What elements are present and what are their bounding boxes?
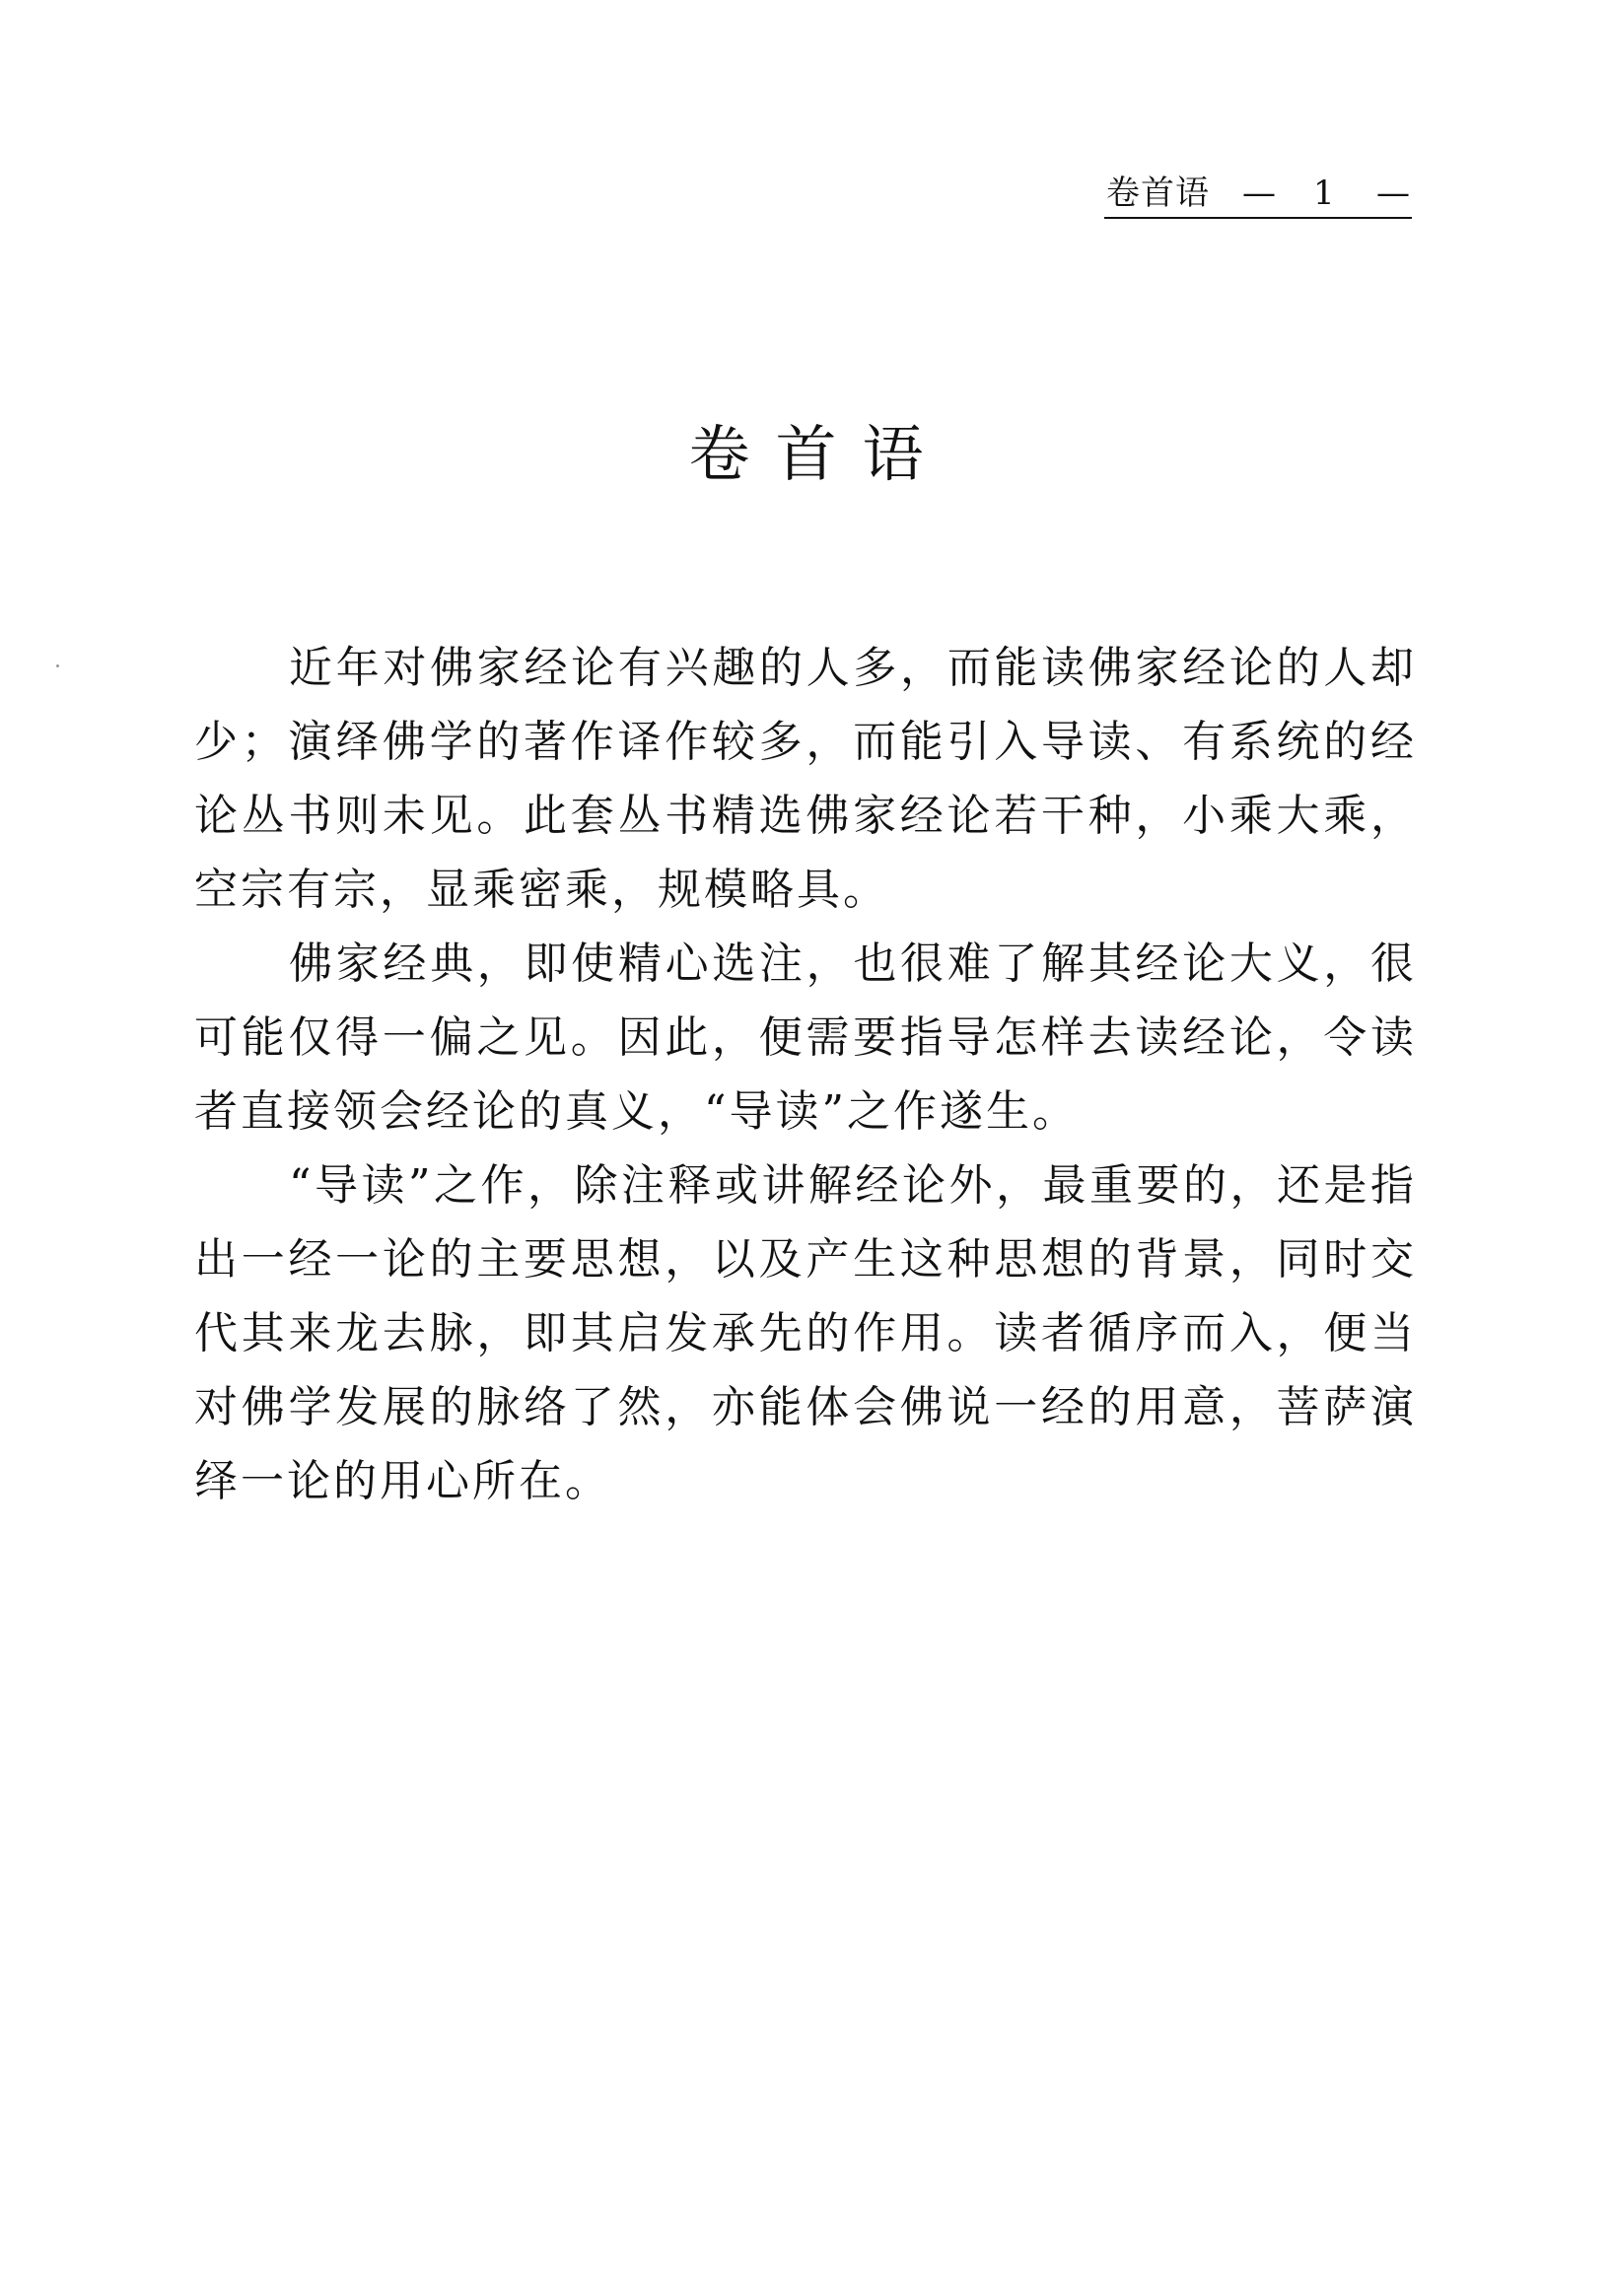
scan-speck — [56, 664, 59, 667]
running-header-dash-left: — — [1242, 174, 1276, 213]
running-header — [1104, 170, 1412, 219]
paragraph-2: 佛家经典，即使精心选注，也很难了解其经论大义，很可能仅得一偏之见。因此，便需要指导怎样去读经论，令读者直接领会经论的真义，“导读”之作遂生。 — [194, 939, 1417, 1137]
running-header-dash-right: — — [1376, 174, 1410, 213]
paragraph-3: “导读”之作，除注释或讲解经论外，最重要的，还是指出一经一论的主要思想，以及产生这种思想的背景，同时交代其来龙去脉，即其启发承先的作用。读者循序而入，便当对佛学发展的脉络了然，亦能体会佛说一经的用意，菩萨演绎一论的用心所在。 — [194, 1160, 1417, 1506]
running-header-section-label: 卷首语 — [1106, 174, 1210, 213]
page-number: 1 — [1313, 174, 1335, 213]
page-title: 卷首语 — [688, 418, 949, 490]
paragraph-1: 近年对佛家经论有兴趣的人多，而能读佛家经论的人却少；演绎佛学的著作译作较多，而能引入导读、有系统的经论丛书则未见。此套丛书精选佛家经论若干种，小乘大乘，空宗有宗，显乘密乘，规模略具。 — [194, 643, 1417, 915]
body-text — [194, 631, 1417, 1518]
